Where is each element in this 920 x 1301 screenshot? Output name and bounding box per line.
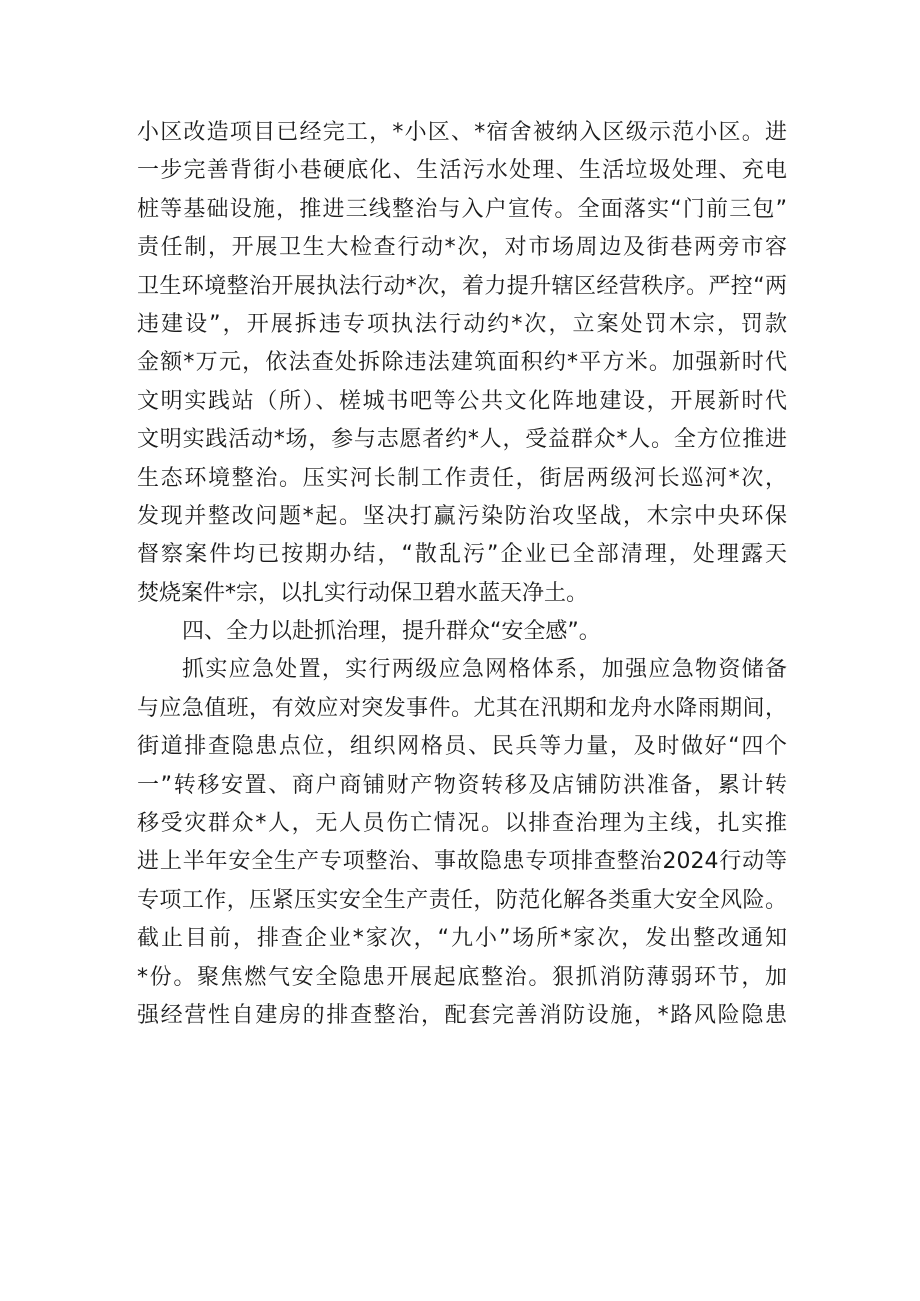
text-line: *份。聚焦燃气安全隐患开展起底整治。狠抓消防薄弱环节，加 [137, 964, 787, 990]
text-line: 责任制，开展卫生大检查行动*次，对市场周边及街巷两旁市容 [137, 235, 787, 261]
text-line: 一”转移安置、商户商铺财产物资转移及店铺防洪准备，累计转 [137, 772, 787, 798]
text-line: 生态环境整治。压实河长制工作责任，街居两级河长巡河*次， [137, 465, 787, 491]
section-heading: 四、全力以赴抓治理，提升群众“安全感”。 [182, 619, 601, 645]
text-line: 焚烧案件*宗，以扎实行动保卫碧水蓝天净土。 [137, 580, 589, 606]
text-line: 文明实践活动*场，参与志愿者约*人，受益群众*人。全方位推进 [137, 427, 787, 453]
text-line: 强经营性自建房的排查整治，配套完善消防设施，*路风险隐患 [137, 1002, 787, 1028]
text-line: 桩等基础设施，推进三线整治与入户宣传。全面落实“门前三包” [137, 196, 787, 222]
text-line: 一步完善背街小巷硬底化、生活污水处理、生活垃圾处理、充电 [137, 158, 787, 184]
text-line: 发现并整改问题*起。坚决打赢污染防治攻坚战，木宗中央环保 [137, 503, 787, 529]
text-line: 截止目前，排查企业*家次，“九小”场所*家次，发出整改通知 [137, 926, 787, 952]
text-line: 文明实践站（所）、槎城书吧等公共文化阵地建设，开展新时代 [137, 388, 787, 414]
text-line: 违建设”，开展拆违专项执法行动约*次，立案处罚木宗，罚款 [137, 311, 787, 337]
text-line: 督察案件均已按期办结，“散乱污”企业已全部清理，处理露天 [137, 542, 787, 568]
text-line: 小区改造项目已经完工，*小区、*宿舍被纳入区级示范小区。进 [137, 120, 787, 145]
text-line: 卫生环境整治开展执法行动*次，着力提升辖区经营秩序。严控“两 [137, 273, 787, 299]
paragraph-first-line: 抓实应急处置，实行两级应急网格体系，加强应急物资储备 [182, 657, 787, 683]
text-line: 街道排查隐患点位，组织网格员、民兵等力量，及时做好“四个 [137, 734, 787, 760]
text-line: 专项工作，压紧压实安全生产责任，防范化解各类重大安全风险。 [137, 887, 787, 913]
text-line: 金额*万元，依法查处拆除违法建筑面积约*平方米。加强新时代 [137, 350, 787, 376]
text-line: 移受灾群众*人，无人员伤亡情况。以排查治理为主线，扎实推 [137, 811, 787, 837]
body-text [137, 114, 787, 1035]
text-line: 进上半年安全生产专项整治、事故隐患专项排查整治2024行动等 [137, 849, 787, 875]
text-line: 与应急值班，有效应对突发事件。尤其在汛期和龙舟水降雨期间， [137, 695, 787, 721]
